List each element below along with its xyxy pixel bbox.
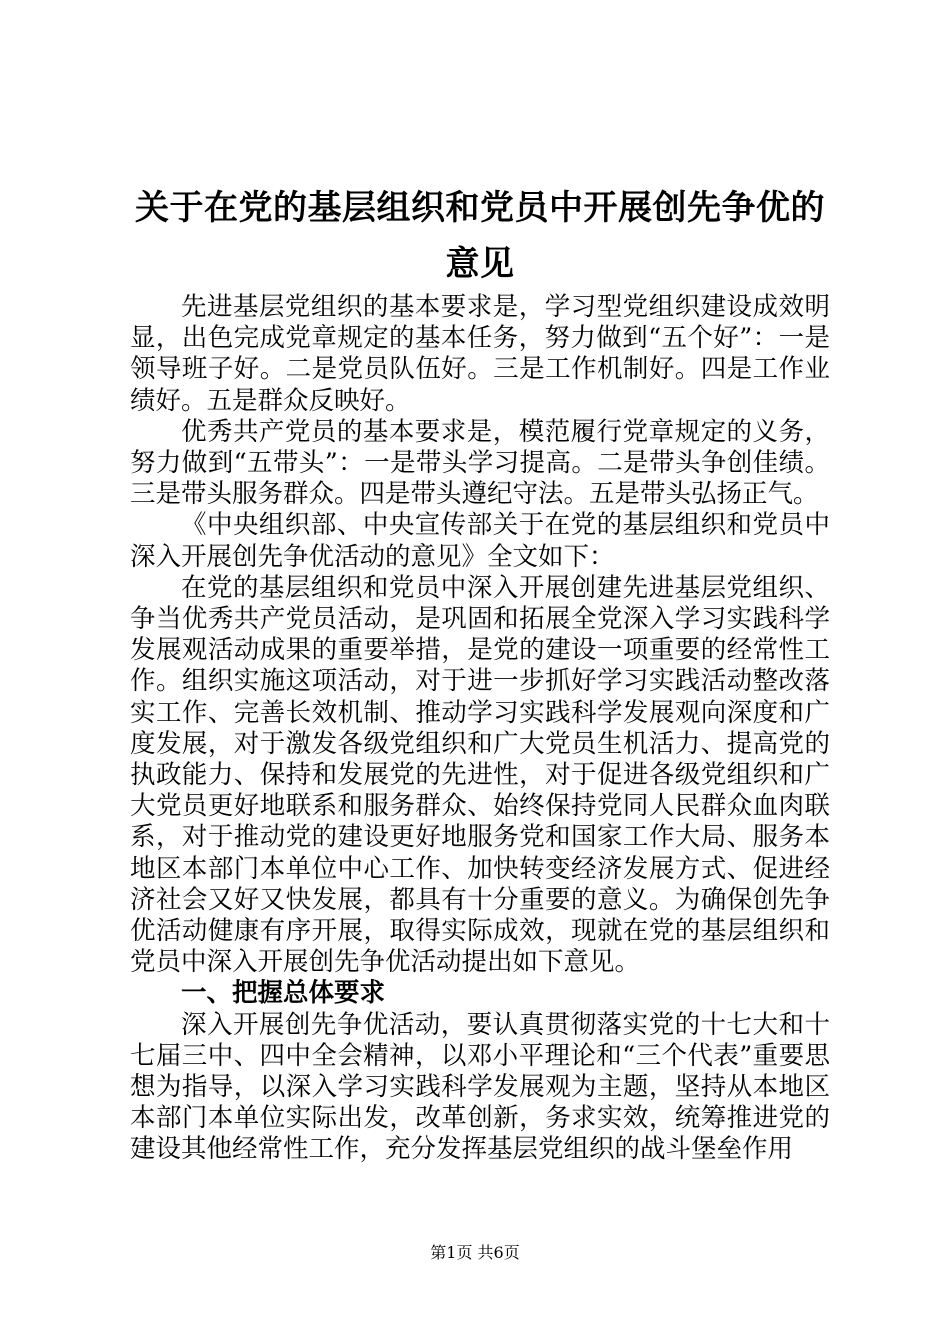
paragraph-excellent-member-requirements: 优秀共产党员的基本要求是，模范履行党章规定的义务，努力做到“五带头”：一是带头学习提高。二是带头争创佳绩。三是带头服务群众。四是带头遵纪守法。五是带头弘扬正气。: [130, 416, 830, 510]
paragraph-significance: 在党的基层组织和党员中深入开展创建先进基层党组织、争当优秀共产党员活动，是巩固和拓展全党深入学习实践科学发展观活动成果的重要举措，是党的建设一项重要的经常性工作。组织实施这项活动，对于进一步抓好学习实践活动整改落实工作、完善长效机制、推动学习实践科学发展观向深度和广度发展，对于激发各级党组织和广大党员生机活力、提高党的执政能力、保持和发展党的先进性，对于促进各级党组织和广大党员更好地联系和服务群众、始终保持党同人民群众血肉联系，对于推动党的建设更好地服务党和国家工作大局、服务本地区本部门本单位中心工作、加快转变经济发展方式、促进经济社会又好又快发展，都具有十分重要的意义。为确保创先争优活动健康有序开展，取得实际成效，现就在党的基层组织和党员中深入开展创先争优活动提出如下意见。: [130, 572, 830, 978]
document-title: [130, 180, 830, 292]
section-paragraph: 深入开展创先争优活动，要认真贯彻落实党的十七大和十七届三中、四中全会精神，以邓小平理论和“三个代表”重要思想为指导，以深入学习实践科学发展观为主题，坚持从本地区本部门本单位实际出发，改革创新，务求实效，统筹推进党的建设其他经常性工作，充分发挥基层党组织的战斗堡垒作用: [130, 1009, 830, 1165]
paragraph-advanced-org-requirements: 先进基层党组织的基本要求是，学习型党组织建设成效明显，出色完成党章规定的基本任务，努力做到“五个好”：一是领导班子好。二是党员队伍好。三是工作机制好。四是工作业绩好。五是群众反映好。: [130, 292, 830, 416]
title-line-2: 意见: [445, 244, 515, 284]
section-heading: 一、把握总体要求: [181, 978, 386, 1009]
paragraph-full-text-intro: 《中央组织部、中央宣传部关于在党的基层组织和党员中深入开展创先争优活动的意见》全文如下：: [130, 510, 830, 572]
document-body: [130, 292, 830, 1166]
page-footer: 第1页 共6页: [430, 1243, 520, 1262]
title-line-1: 关于在党的基层组织和党员中开展创先争优的: [135, 188, 825, 228]
document-page: [130, 180, 830, 1180]
